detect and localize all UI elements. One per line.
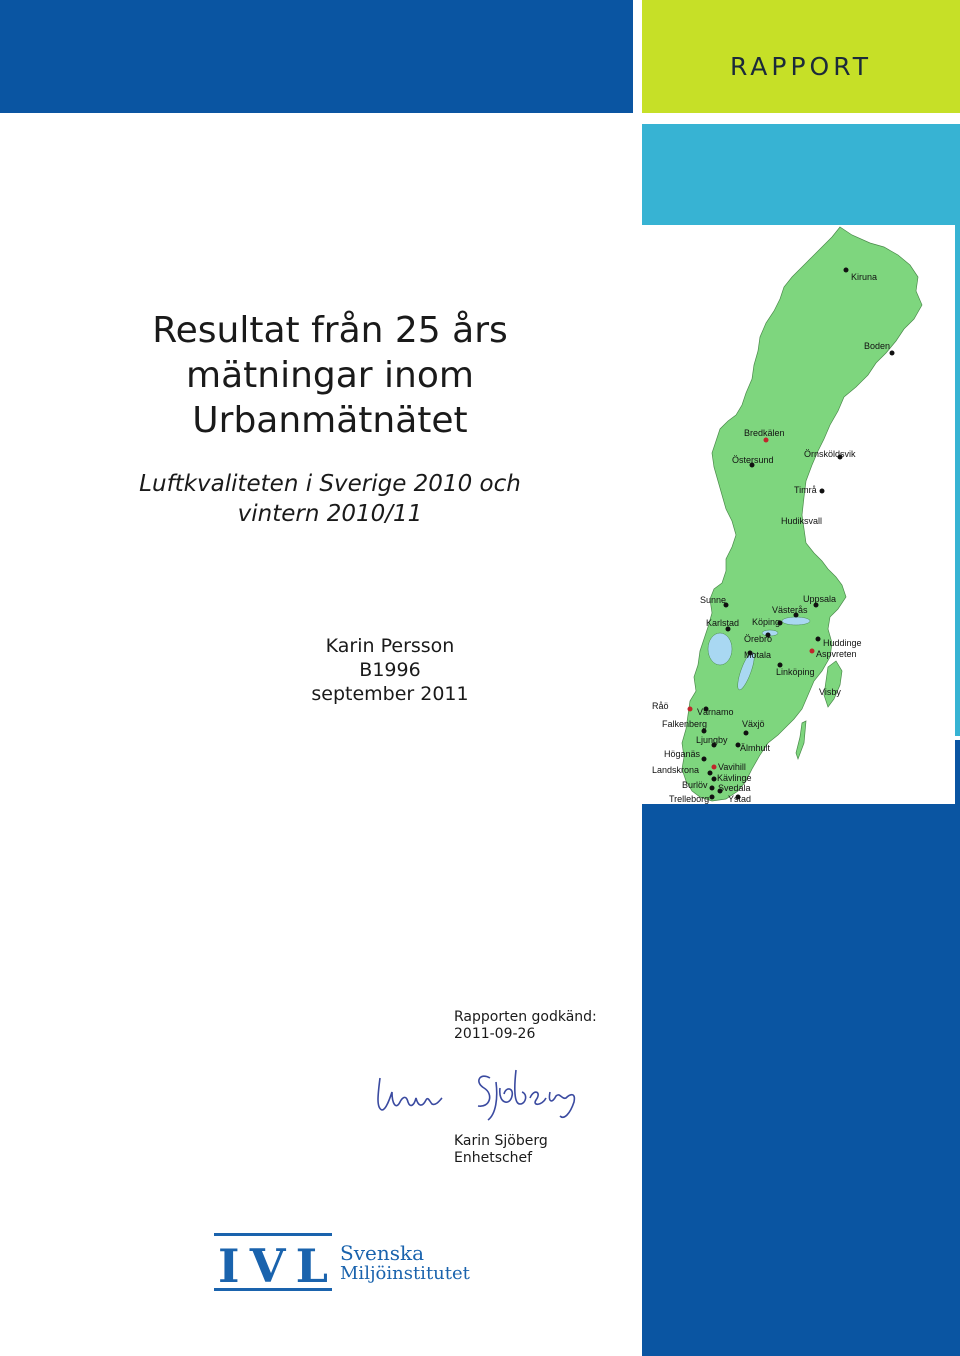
- lake-malaren: [782, 617, 810, 625]
- city-label-linkoping: Linköping: [776, 667, 815, 677]
- city-marker: [712, 765, 717, 770]
- city-marker: [744, 731, 749, 736]
- signature-text: Karin Sjöberg: [370, 1058, 377, 1059]
- city-marker: [820, 489, 825, 494]
- subtitle-line-1: Luftkvaliteten i Sverige 2010 och: [139, 471, 521, 497]
- city-label-timra: Timrå: [794, 485, 817, 495]
- city-marker: [764, 438, 769, 443]
- cyan-stripe: [955, 225, 960, 736]
- author-block: [160, 634, 620, 706]
- city-label-orebro: Örebro: [744, 634, 773, 644]
- city-label-falkenberg: Falkenberg: [662, 719, 708, 729]
- gotland-island: [824, 661, 842, 707]
- city-label-vasteras: Västerås: [772, 605, 808, 615]
- city-marker: [702, 729, 707, 734]
- signer-block: [454, 1133, 548, 1167]
- city-label-hoganas: Höganäs: [664, 749, 701, 759]
- city-label-boden: Boden: [864, 341, 891, 351]
- city-label-huddinge: Huddinge: [823, 638, 862, 648]
- report-date: september 2011: [311, 683, 469, 705]
- title-line-1: Resultat från 25 års: [152, 310, 508, 351]
- approval-block: [454, 1009, 597, 1043]
- blue-stripe: [955, 740, 960, 804]
- city-marker: [810, 649, 815, 654]
- city-marker: [708, 771, 713, 776]
- city-label-kiruna: Kiruna: [851, 272, 878, 282]
- city-marker: [710, 795, 715, 800]
- signer-title: Enhetschef: [454, 1150, 533, 1166]
- city-label-ljungby: Ljungby: [696, 735, 728, 745]
- city-label-bredkalen: Bredkälen: [744, 428, 785, 438]
- report-label: RAPPORT: [729, 52, 873, 81]
- signature: [370, 1058, 610, 1128]
- city-label-kavlinge: Kävlinge: [717, 773, 752, 783]
- city-label-burlov: Burlöv: [682, 780, 708, 790]
- logo-name-line-1: Svenska: [340, 1241, 425, 1265]
- city-label-uppsala: Uppsala: [803, 594, 837, 604]
- ivl-logo-mark: [214, 1233, 334, 1291]
- city-label-rao: Råö: [652, 701, 669, 711]
- city-label-vavihill: Vavihill: [718, 762, 746, 772]
- footer-blue-block: [642, 804, 960, 1356]
- city-label-almhult: Älmhult: [740, 743, 771, 753]
- city-label-varnamo: Värnamo: [697, 707, 734, 717]
- lake-vanern: [708, 633, 732, 665]
- approval-date: 2011-09-26: [454, 1026, 536, 1042]
- author-name: Karin Persson: [325, 635, 455, 657]
- subtitle-line-2: vintern 2010/11: [237, 501, 423, 527]
- city-label-koping: Köping: [752, 617, 781, 627]
- logo-mark-text: IVL: [218, 1239, 328, 1291]
- city-marker: [702, 757, 707, 762]
- city-label-hudiksvall: Hudiksvall: [781, 516, 823, 526]
- city-label-ornskoldsvik: Örnsköldsvik: [804, 449, 856, 459]
- city-label-sunne: Sunne: [700, 595, 727, 605]
- city-marker: [816, 637, 821, 642]
- city-marker: [844, 268, 849, 273]
- oland-island: [796, 721, 806, 759]
- city-label-visby: Visby: [819, 687, 841, 697]
- city-label-ostersund: Östersund: [732, 455, 774, 465]
- city-marker: [712, 777, 717, 782]
- signer-name: Karin Sjöberg: [454, 1133, 548, 1149]
- city-marker: [688, 707, 693, 712]
- sweden-map: [642, 225, 955, 805]
- city-label-motala: Motala: [744, 650, 772, 660]
- logo-name-line-2: Miljöinstitutet: [340, 1263, 470, 1284]
- city-label-landskrona: Landskrona: [652, 765, 700, 775]
- report-number: B1996: [359, 659, 421, 681]
- city-label-ystad: Ystad: [728, 794, 752, 804]
- city-label-svedala: Svedala: [718, 783, 751, 793]
- title-line-3: Urbanmätnätet: [192, 400, 468, 441]
- city-label-trelleborg: Trelleborg: [669, 794, 710, 804]
- report-title: [40, 308, 620, 443]
- city-label-aspvreten: Aspvreten: [816, 649, 857, 659]
- city-label-karlstad: Karlstad: [706, 618, 740, 628]
- city-marker: [890, 351, 895, 356]
- cyan-block: [642, 124, 960, 225]
- report-subtitle: [60, 469, 600, 529]
- ivl-logo: [214, 1233, 504, 1295]
- city-label-vaxjo: Växjö: [742, 719, 765, 729]
- title-line-2: mätningar inom: [186, 355, 474, 396]
- header-blue-block: [0, 0, 633, 113]
- city-marker: [710, 786, 715, 791]
- approval-label: Rapporten godkänd:: [454, 1009, 597, 1025]
